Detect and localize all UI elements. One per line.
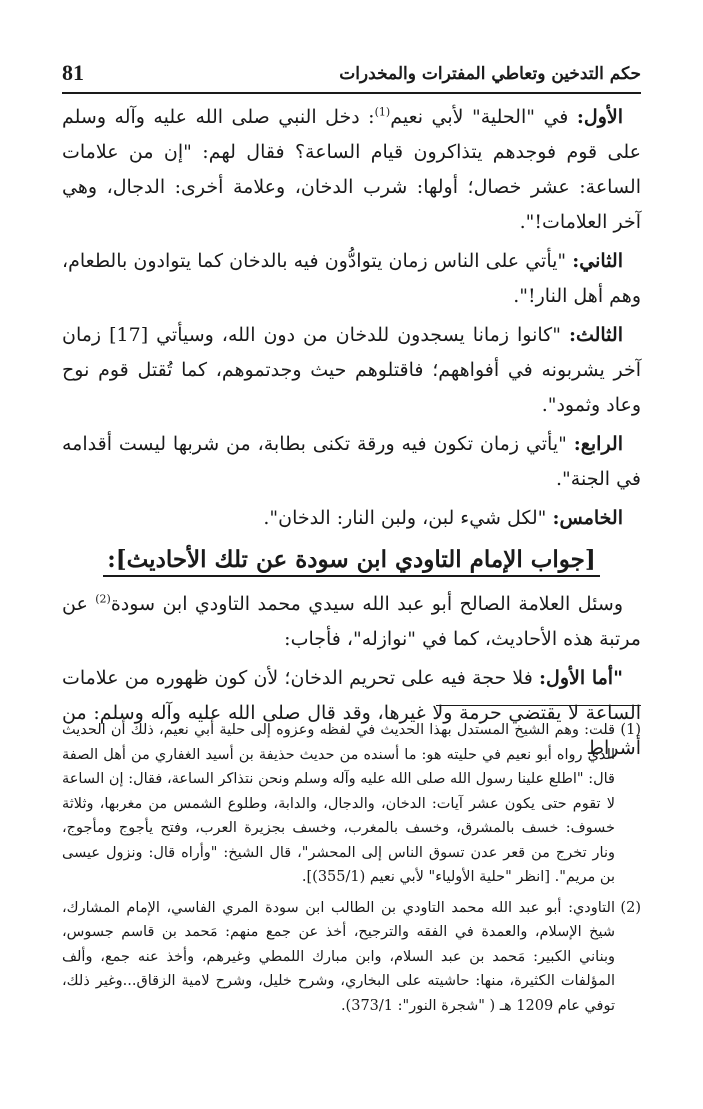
paragraph-text: "لكل شيء لبن، ولبن النار: الدخان".	[263, 507, 553, 529]
paragraph-text: "يأتي على الناس زمان يتوادُّون فيه بالدخان كما يتوادون بالطعام، وهم أهل النار!".	[62, 250, 641, 307]
section-heading	[62, 542, 641, 577]
paragraph-label: الأول:	[576, 106, 623, 128]
hadith-paragraph-2	[62, 244, 641, 314]
answer-first-text: فلا حجة فيه على تحريم الدخان؛ لأن كون ظهوره من علامات الساعة لا يقتضي حرمة ولا غيرها، وقد قال صلى الله عليه وآله وسلم: من أشراط	[62, 667, 641, 759]
footnotes	[62, 718, 641, 1024]
footnote-ref[interactable]: (1)	[374, 105, 391, 119]
hadith-paragraph-1	[62, 100, 641, 240]
hadith-paragraph-3	[62, 318, 641, 423]
hadith-paragraph-5	[62, 501, 641, 536]
paragraph-label: الرابع:	[573, 433, 623, 455]
answer-intro-rest: عن مرتبة هذه الأحاديث، كما في "نوازله"، فأجاب:	[62, 593, 641, 650]
paragraph-label: الثاني:	[572, 250, 623, 272]
footnote-divider	[436, 705, 641, 706]
answer-first-label: "أما الأول:	[539, 667, 623, 689]
page-number: 81	[62, 60, 84, 85]
paragraph-text: في "الحلية" لأبي نعيم	[390, 106, 577, 128]
footnote-ref[interactable]: (2)	[95, 592, 111, 606]
footnote-text: التاودي: أبو عبد الله محمد التاودي بن الطالب ابن سودة المري الفاسي، الإمام المشارك، شيخ الإسلام، والعمدة في الفقه والترجيح، أخذ عن جمع منهم: مَحمد بن قاسم جسوس، وبناني الكبير: مَحمد بن عبد السلام، وابن مبارك اللمطي وغيرهم، وأخذ عنه جمع، وألف المؤلفات الكثيرة، منها: حاشيته على البخاري، وشرح خليل، وشرح لامية الزقاق...وغير ذلك، توفي عام 1209 هـ ( "شجرة النور": 373/1).	[62, 899, 615, 1014]
hadith-paragraph-4	[62, 427, 641, 497]
paragraph-text: "يأتي زمان تكون فيه ورقة تكنى بطابة، من شربها ليست أقدامه في الجنة".	[62, 433, 641, 490]
footnote-number: (2)	[620, 899, 641, 916]
paragraph-label: الخامس:	[552, 507, 623, 529]
section-heading-text: [جواب الإمام التاودي ابن سودة عن تلك الأحاديث]:	[103, 546, 600, 577]
paragraph-label: الثالث:	[568, 324, 623, 346]
running-title: حكم التدخين وتعاطي المفترات والمخدرات	[339, 64, 641, 84]
footnote-number: (1)	[620, 722, 641, 738]
footnote-text: قلت: وهم الشيخ المستدل بهذا الحديث في لفظه وعزوه إلى حلية أبي نعيم، ذلك أن الحديث الذي رواه أبو نعيم في حليته هو: ما أسنده من حديث حذيفة بن أسيد الغفاري من أهل الصفة قال: "اطلع علينا رسول الله صلى الله عليه وآله وسلم ونحن نتذاكر الساعة، فقال: إن الساعة لا تقوم حتى يكون عشر آيات: الدخان، والدجال، والدابة، وطلوع الشمس من مغربها، وثلاثة خسوف: خسف بالمشرق، وخسف بالمغرب، وخسف بجزيرة العرب، وفتح يأجوج ومأجوج، ونار تخرج من قعر عدن تسوق الناس إلى المحشر"، قال الشيخ: "وأراه قال: ونزول عيسى بن مريم". [انظر "حلية الأولياء" لأبي نعيم (355/1)].	[62, 722, 615, 885]
answer-intro	[62, 587, 641, 657]
main-text	[62, 100, 641, 770]
footnote-1	[62, 718, 641, 890]
paragraph-text-rest: : دخل النبي صلى الله عليه وآله وسلم على قوم فوجدهم يتذاكرون قيام الساعة؟ فقال لهم: "إن من علامات الساعة: عشر خصال؛ أولها: شرب الدخان، وعلامة أخرى: الدجال، وهي آخر العلامات!".	[62, 106, 641, 233]
footnote-2	[62, 896, 641, 1019]
paragraph-text: "كانوا زمانا يسجدون للدخان من دون الله، وسيأتي [17] زمان آخر يشربونه في أفواههم؛ فاقتلوهم حيث وجدتموهم، كما تُقتل قوم نوح وعاد وثمود".	[62, 324, 641, 416]
running-header	[62, 60, 641, 94]
answer-intro-text: وسئل العلامة الصالح أبو عبد الله سيدي محمد التاودي ابن سودة	[110, 593, 623, 615]
